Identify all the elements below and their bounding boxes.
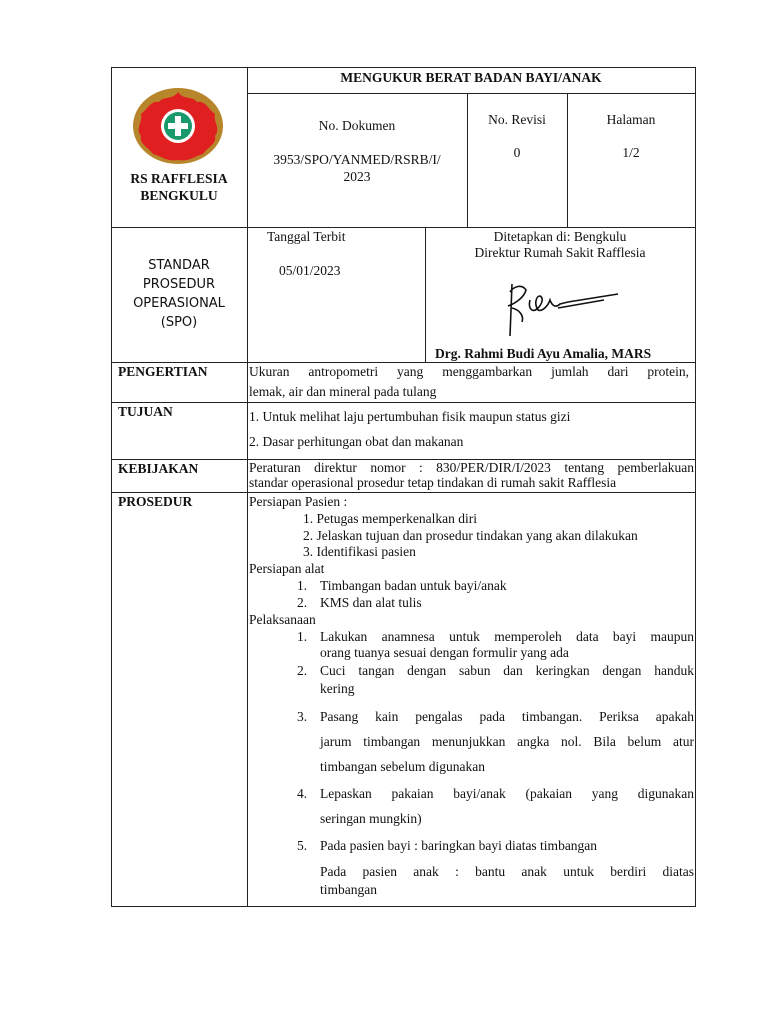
set-at-location: Ditetapkan di: Bengkulu — [493, 229, 627, 244]
tujuan-label: TUJUAN — [118, 404, 173, 419]
hospital-name-line1: RS RAFFLESIA — [130, 171, 228, 186]
alat-item-1-text: Timbangan badan untuk bayi/anak — [320, 578, 507, 593]
kebijakan-label: KEBIJAKAN — [118, 461, 199, 476]
step-1-number: 1. — [297, 629, 308, 644]
alat-item-2-number: 2. — [297, 595, 308, 610]
hospital-name-line2: BENGKULU — [140, 188, 218, 203]
step-3-line3: timbangan sebelum digunakan — [320, 759, 485, 774]
spo-label-line4: (SPO) — [160, 315, 198, 330]
pengertian-label: PENGERTIAN — [118, 364, 208, 379]
doc-number-value-line1: 3953/SPO/YANMED/RSRB/I/ — [273, 152, 441, 167]
step-5-line1: Pada pasien bayi : baringkan bayi diatas timbangan — [320, 838, 598, 853]
pelaksanaan-heading: Pelaksanaan — [249, 612, 316, 627]
spo-label-line2: PROSEDUR — [142, 277, 216, 292]
step-2-line1: Cuci tangan dengan sabun dan keringkan dengan handuk — [320, 663, 694, 678]
revision-label: No. Revisi — [488, 112, 546, 127]
alat-item-1-number: 1. — [297, 578, 308, 593]
pasien-item-2: 2. Jelaskan tujuan dan prosedur tindakan yang akan dilakukan — [303, 528, 638, 543]
spo-label-line1: STANDAR — [148, 258, 210, 273]
step-5-line2: Pada pasien anak : bantu anak untuk berdiri diatas — [320, 864, 694, 879]
step-3-line2: jarum timbangan menunjukkan angka nol. Bila belum atur — [320, 734, 694, 749]
step-1-line2: orang tuanya sesuai dengan formulir yang ada — [320, 645, 569, 660]
alat-item-2-text: KMS dan alat tulis — [320, 595, 422, 610]
document-title: MENGUKUR BERAT BADAN BAYI/ANAK — [340, 70, 602, 85]
step-5-line3: timbangan — [320, 882, 377, 897]
prosedur-label: PROSEDUR — [118, 494, 193, 509]
pengertian-line1: Ukuran antropometri yang menggambarkan jumlah dari protein, — [249, 364, 689, 379]
director-signature — [500, 278, 630, 340]
tujuan-item-2: 2. Dasar perhitungan obat dan makanan — [249, 434, 464, 449]
step-1-line1: Lakukan anamnesa untuk memperoleh data bayi maupun — [320, 629, 694, 644]
persiapan-pasien-heading: Persiapan Pasien : — [249, 494, 348, 509]
pengertian-line2: lemak, air dan mineral pada tulang — [249, 384, 437, 399]
pasien-item-1: 1. Petugas memperkenalkan diri — [303, 511, 477, 526]
step-3-number: 3. — [297, 709, 308, 724]
issue-date-value: 05/01/2023 — [279, 263, 341, 278]
step-4-line1: Lepaskan pakaian bayi/anak (pakaian yang digunakan — [320, 786, 694, 801]
kebijakan-line1: Peraturan direktur nomor : 830/PER/DIR/I/2023 tentang pemberlakuan — [249, 460, 694, 475]
kebijakan-line2: standar operasional prosedur tetap tindakan di rumah sakit Rafflesia — [249, 475, 617, 490]
page-label: Halaman — [606, 112, 656, 127]
spo-label-line3: OPERASIONAL — [133, 296, 225, 311]
hospital-logo — [131, 86, 225, 166]
tujuan-item-1: 1. Untuk melihat laju pertumbuhan fisik maupun status gizi — [249, 409, 571, 424]
doc-number-label: No. Dokumen — [318, 118, 396, 133]
doc-number-value-line2: 2023 — [343, 169, 371, 184]
persiapan-alat-heading: Persiapan alat — [249, 561, 325, 576]
director-title: Direktur Rumah Sakit Rafflesia — [474, 245, 646, 260]
director-name: Drg. Rahmi Budi Ayu Amalia, MARS — [435, 346, 652, 361]
step-3-line1: Pasang kain pengalas pada timbangan. Periksa apakah — [320, 709, 694, 724]
step-2-number: 2. — [297, 663, 308, 678]
step-4-number: 4. — [297, 786, 308, 801]
step-4-line2: seringan mungkin) — [320, 811, 422, 826]
step-2-line2: kering — [320, 681, 355, 696]
revision-value: 0 — [513, 145, 521, 160]
issue-date-label: Tanggal Terbit — [267, 229, 346, 244]
page-value: 1/2 — [622, 145, 640, 160]
pasien-item-3: 3. Identifikasi pasien — [303, 544, 416, 559]
step-5-number: 5. — [297, 838, 308, 853]
